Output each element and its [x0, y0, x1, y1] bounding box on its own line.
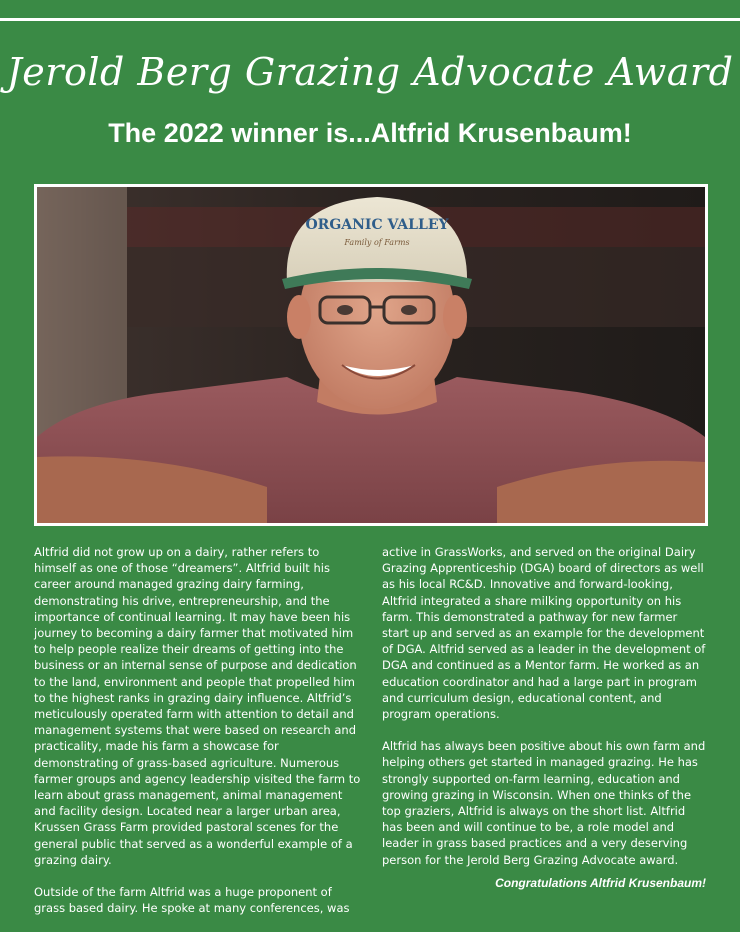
article-paragraph: Outside of the farm Altfrid was a huge proponent of grass based dairy. He spoke at many conferences, was	[34, 885, 350, 916]
article-paragraph: Altfrid has always been positive about his own farm and helping others get started in managed grazing. He has strongly supported on-farm learning, education and growing grazing in Wisconsin. When one thinks of the top graziers, Altfrid is always on the short list. Altfrid has been and will continue to be, a role model and leader in grass based practices and a very deserving person for the Jerold Berg Grazing Advocate award.	[382, 739, 706, 867]
article-paragraph: active in GrassWorks, and served on the original Dairy Grazing Apprenticeship (DGA) board of directors as well as his local RC&D. Innovative and forward-looking, Altfrid integrated a share milking opportunity on his farm. This demonstrated a pathway for new farmer start up and served as an example for the development of DGA. Altfrid served as a leader in the development of DGA and continued as a Mentor farm. He worked as an education coordinator and had a large part in program and curriculum design, educational content, and program operations.	[382, 545, 706, 722]
congratulations-line: Congratulations Altfrid Krusenbaum!	[495, 876, 706, 890]
top-rule	[0, 18, 740, 21]
article-right-column	[382, 544, 706, 884]
cap-logo-subtext: Family of Farms	[344, 238, 410, 247]
article-left-column	[34, 544, 362, 932]
winner-photo	[34, 184, 708, 526]
winner-headline: The 2022 winner is...Altfrid Krusenbaum!	[108, 118, 632, 148]
award-title: Jerold Berg Grazing Advocate Award	[6, 50, 734, 94]
article-paragraph: Altfrid did not grow up on a dairy, rather refers to himself as one of those “dreamers”. Altfrid built his career around managed grazing dairy farming, demonstrating his drive, entrepreneurship, and the importance of continual learning. It may have been his journey to becoming a dairy farmer that motivated him to help people realize their dreams of getting into the business or an internal sense of purpose and dedication to the land, environment and people that propelled him to the highest ranks in grazing dairy influence. Altfrid’s meticulously operated farm with attention to detail and management systems that were based on research and practicality, made his farm a showcase for demonstrating of grass-based agriculture. Numerous farmer groups and agency leadership visited the farm to learn about grass management, animal management and facility design. Located near a larger urban area, Krussen Grass Farm provided pastoral scenes for the general public that served as a wonderful example of a grazing dairy.	[34, 545, 361, 867]
cap-logo-text: ORGANIC VALLEY	[305, 217, 449, 233]
